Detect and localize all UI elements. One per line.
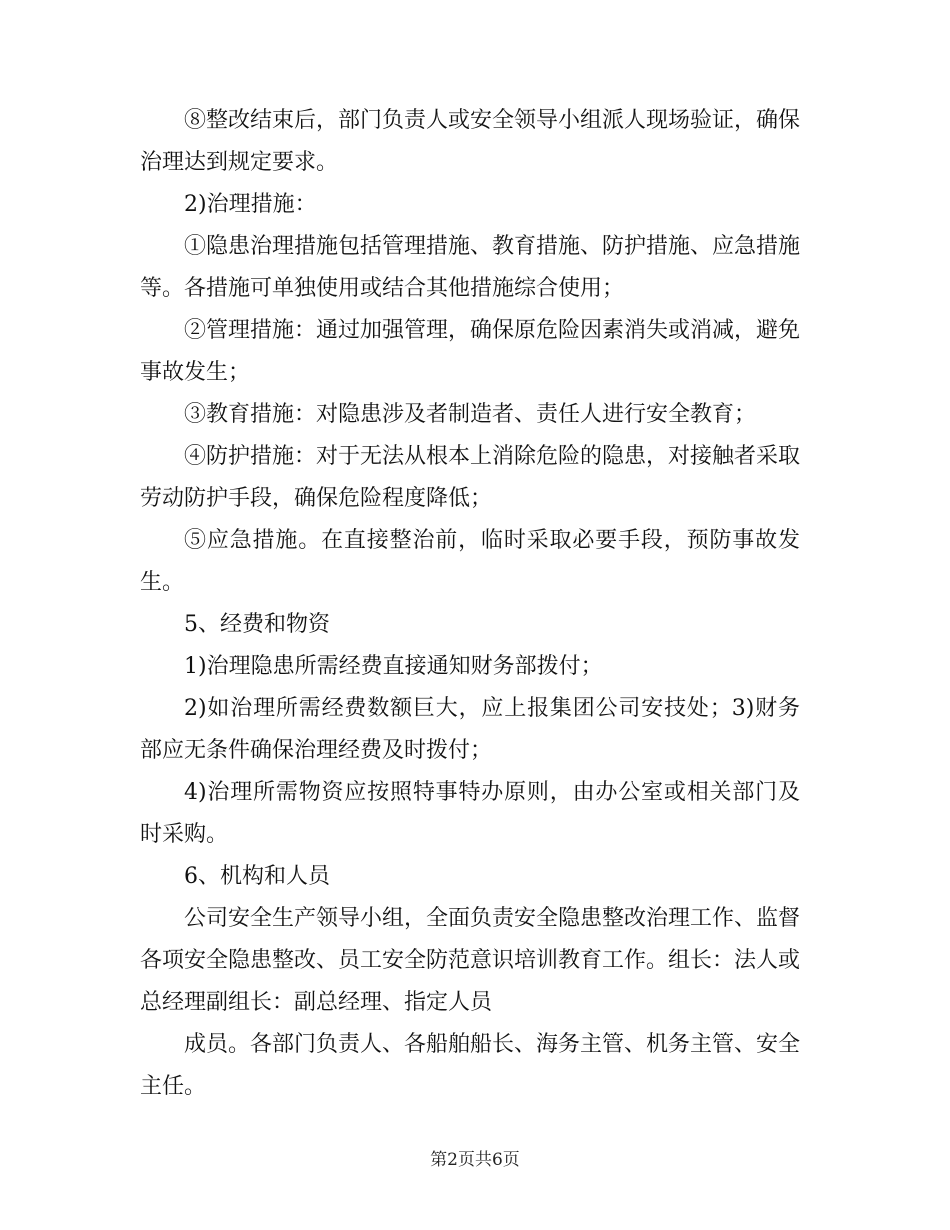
paragraph-management-measures: ②管理措施：通过加强管理，确保原危险因素消失或消减，避免事故发生； xyxy=(140,318,801,385)
heading-funding-materials: 5、经费和物资 xyxy=(184,612,330,637)
paragraph-emergency-measures: ⑤应急措施。在直接整治前，临时采取必要手段，预防事故发生。 xyxy=(140,528,800,595)
heading-organization-personnel: 6、机构和人员 xyxy=(184,864,330,889)
paragraph-materials-4: 4)治理所需物资应按照特事特办原则，由办公室或相关部门及时采购。 xyxy=(140,780,800,847)
document-body xyxy=(140,100,800,1108)
paragraph-protection-measures: ④防护措施：对于无法从根本上消除危险的隐患，对接触者采取劳动防护手段，确保危险程度降低； xyxy=(140,444,801,511)
page-number: 第2页共6页 xyxy=(430,1150,520,1170)
paragraph-measures-overview: ①隐患治理措施包括管理措施、教育措施、防护措施、应急措施等。各措施可单独使用或结合其他措施综合使用； xyxy=(140,234,801,301)
paragraph-leadership-group: 公司安全生产领导小组，全面负责安全隐患整改治理工作、监督各项安全隐患整改、员工安全防范意识培训教育工作。组长：法人或总经理副组长：副总经理、指定人员 xyxy=(140,906,801,1015)
paragraph-members: 成员。各部门负责人、各船舶船长、海务主管、机务主管、安全主任。 xyxy=(140,1032,801,1099)
paragraph-education-measures: ③教育措施：对隐患涉及者制造者、责任人进行安全教育； xyxy=(184,402,757,427)
paragraph-rectification-verification: ⑧整改结束后，部门负责人或安全领导小组派人现场验证，确保治理达到规定要求。 xyxy=(140,108,801,175)
heading-treatment-measures: 2)治理措施： xyxy=(184,192,317,217)
paragraph-funding-2-3: 2)如治理所需经费数额巨大，应上报集团公司安技处；3)财务部应无条件确保治理经费及时拨付； xyxy=(140,696,800,763)
paragraph-funding-1: 1)治理隐患所需经费直接通知财务部拨付； xyxy=(184,654,603,679)
